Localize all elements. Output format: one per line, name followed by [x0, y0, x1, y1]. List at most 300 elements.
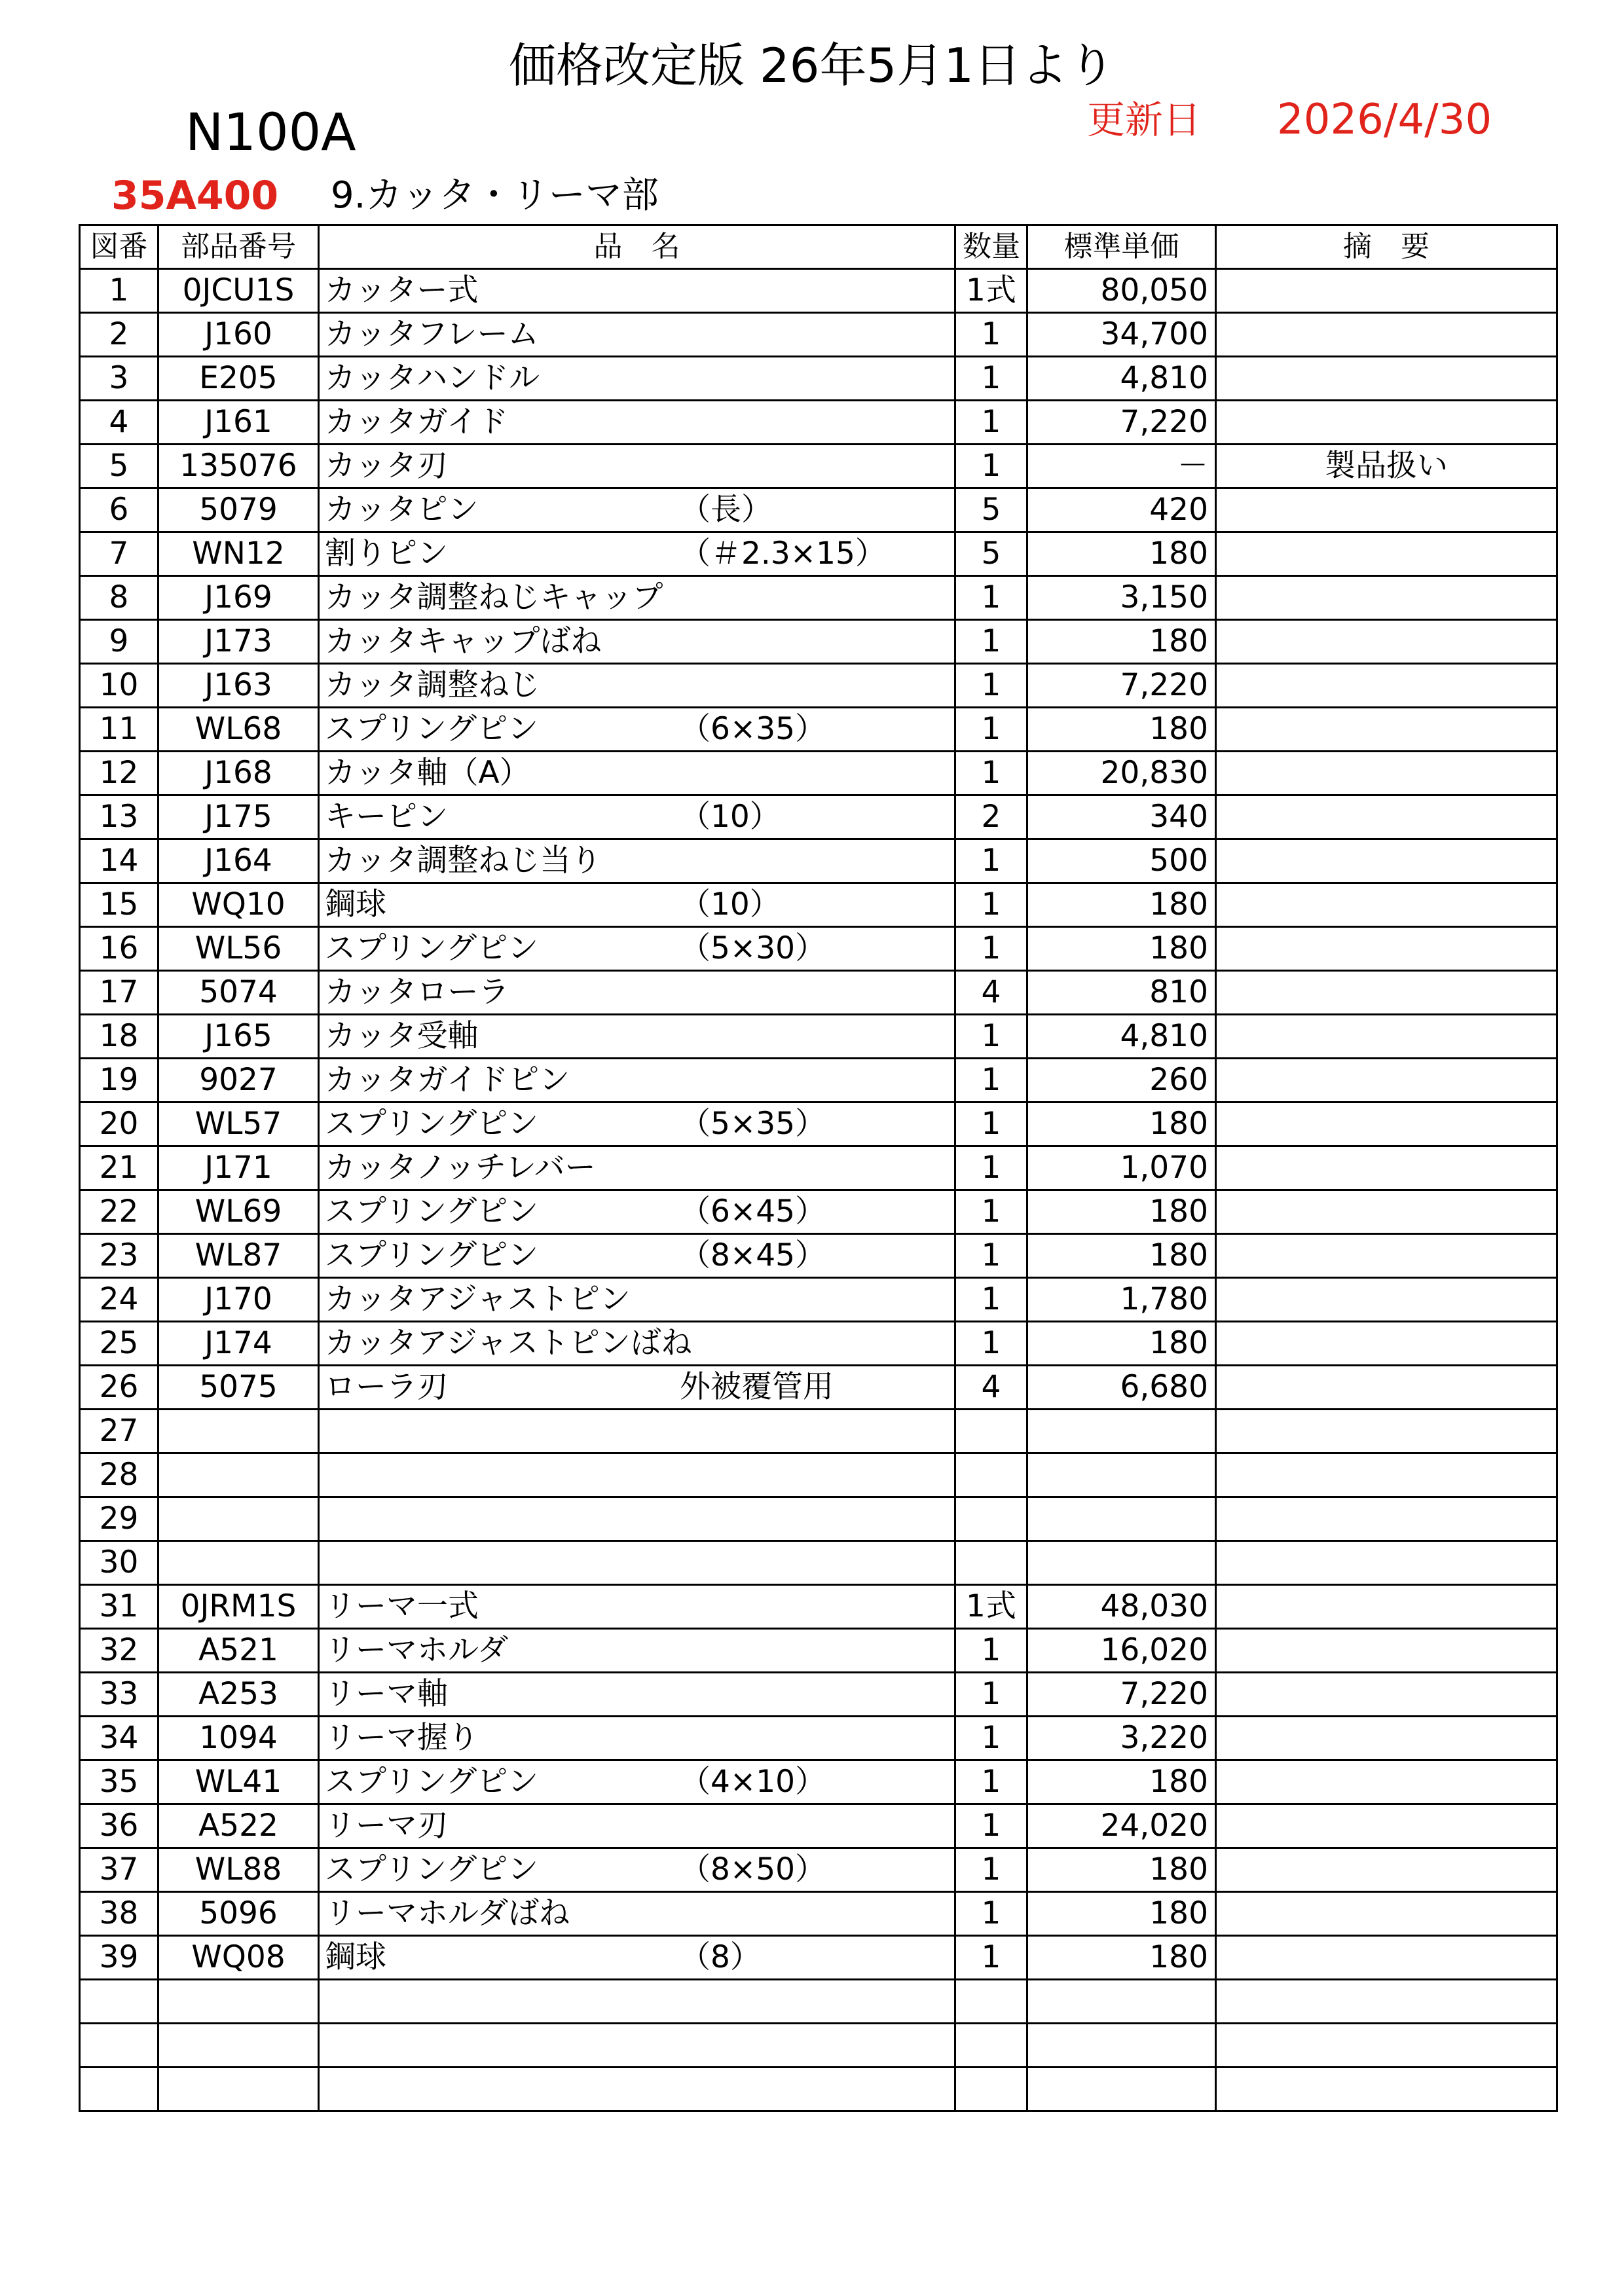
part-name: カッタアジャストピン [325, 1281, 631, 1317]
part-name-cell [319, 795, 955, 839]
table-row [80, 883, 1557, 927]
part-name-cell [319, 1278, 955, 1322]
quantity-cell: 1 [955, 1760, 1027, 1804]
unit-price-cell: 7,220 [1027, 401, 1216, 445]
remarks-cell [1216, 357, 1557, 401]
unit-price-cell: 4,810 [1027, 1015, 1216, 1059]
col-header-fig-no: 図番 [80, 225, 158, 269]
part-name-cell [319, 664, 955, 708]
remarks-cell [1216, 1366, 1557, 1410]
fig-no-cell: 37 [80, 1848, 158, 1892]
part-name-cell [319, 1892, 955, 1936]
unit-price-cell: 420 [1027, 488, 1216, 532]
unit-price-cell: 6,680 [1027, 1366, 1216, 1410]
remarks-cell [1216, 1980, 1557, 2024]
unit-price-cell: 180 [1027, 1936, 1216, 1980]
unit-price-cell: 340 [1027, 795, 1216, 839]
fig-no-cell: 22 [80, 1190, 158, 1234]
part-spec: （8×50） [680, 1851, 826, 1887]
part-number-cell: A253 [158, 1673, 319, 1717]
quantity-cell: 4 [955, 1366, 1027, 1410]
part-name: カッタ受軸 [325, 1018, 479, 1054]
part-name-cell [319, 269, 955, 313]
quantity-cell [955, 1453, 1027, 1497]
fig-no-cell [80, 1980, 158, 2024]
unit-price-cell: 500 [1027, 839, 1216, 883]
table-header-row [80, 225, 1557, 269]
part-number-cell: J165 [158, 1015, 319, 1059]
table-row [80, 752, 1557, 795]
unit-price-cell: 810 [1027, 971, 1216, 1015]
quantity-cell: 1 [955, 927, 1027, 971]
table-row [80, 1892, 1557, 1936]
part-name: カッタノッチレバー [325, 1150, 596, 1186]
part-name-cell [319, 971, 955, 1015]
fig-no-cell: 7 [80, 532, 158, 576]
part-number-cell [158, 1980, 319, 2024]
quantity-cell: 2 [955, 795, 1027, 839]
unit-price-cell: 180 [1027, 1102, 1216, 1146]
quantity-cell: 1 [955, 1234, 1027, 1278]
part-name-cell [319, 1629, 955, 1673]
quantity-cell: 1 [955, 839, 1027, 883]
quantity-cell: 1 [955, 708, 1027, 752]
remarks-cell [1216, 1541, 1557, 1585]
part-name: カッタガイド [325, 404, 509, 440]
table-row [80, 1585, 1557, 1629]
part-spec: （6×35） [680, 711, 826, 747]
part-number-cell [158, 2024, 319, 2068]
quantity-cell: 1 [955, 1102, 1027, 1146]
remarks-cell [1216, 2068, 1557, 2111]
unit-price-cell: 1,070 [1027, 1146, 1216, 1190]
unit-price-cell [1027, 1541, 1216, 1585]
part-spec: 外被覆管用 [680, 1369, 834, 1405]
table-row [80, 1980, 1557, 2024]
part-name-cell [319, 488, 955, 532]
fig-no-cell: 14 [80, 839, 158, 883]
fig-no-cell: 19 [80, 1059, 158, 1102]
unit-price-cell [1027, 1410, 1216, 1453]
part-name: カッタキャップばね [325, 623, 602, 659]
section-code: 35A400 [111, 173, 279, 219]
part-name: カッタローラ [325, 974, 509, 1010]
remarks-cell [1216, 576, 1557, 620]
fig-no-cell: 9 [80, 620, 158, 664]
quantity-cell: 1 [955, 576, 1027, 620]
remarks-cell [1216, 1015, 1557, 1059]
unit-price-cell: 3,150 [1027, 576, 1216, 620]
part-spec: （長） [680, 492, 772, 528]
part-name: ローラ刃 [325, 1369, 448, 1405]
table-row [80, 1760, 1557, 1804]
part-number-cell [158, 1541, 319, 1585]
quantity-cell: 5 [955, 532, 1027, 576]
quantity-cell: 1 [955, 401, 1027, 445]
table-row [80, 1410, 1557, 1453]
table-row [80, 357, 1557, 401]
remarks-cell [1216, 1410, 1557, 1453]
part-name-cell [319, 883, 955, 927]
fig-no-cell: 28 [80, 1453, 158, 1497]
quantity-cell: 4 [955, 971, 1027, 1015]
part-name: リーマ軸 [325, 1676, 448, 1712]
part-spec: （＃2.3×15） [680, 536, 886, 572]
remarks-cell [1216, 883, 1557, 927]
part-name-cell [319, 1146, 955, 1190]
fig-no-cell: 13 [80, 795, 158, 839]
part-name-cell [319, 313, 955, 357]
unit-price-cell: 180 [1027, 1322, 1216, 1366]
part-name-cell [319, 401, 955, 445]
part-name-cell [319, 1541, 955, 1585]
table-row [80, 839, 1557, 883]
part-name: スプリングピン [325, 1237, 539, 1273]
fig-no-cell: 3 [80, 357, 158, 401]
fig-no-cell: 34 [80, 1717, 158, 1760]
table-row [80, 1234, 1557, 1278]
part-name: カッタハンドル [325, 360, 540, 396]
unit-price-cell: 180 [1027, 1892, 1216, 1936]
part-name-cell [319, 1717, 955, 1760]
fig-no-cell: 2 [80, 313, 158, 357]
quantity-cell: 1式 [955, 1585, 1027, 1629]
unit-price-cell: 4,810 [1027, 357, 1216, 401]
fig-no-cell: 4 [80, 401, 158, 445]
fig-no-cell: 10 [80, 664, 158, 708]
quantity-cell: 1 [955, 357, 1027, 401]
part-number-cell: 5074 [158, 971, 319, 1015]
remarks-cell [1216, 1892, 1557, 1936]
table-row [80, 1804, 1557, 1848]
table-row [80, 2068, 1557, 2111]
remarks-cell [1216, 664, 1557, 708]
fig-no-cell: 23 [80, 1234, 158, 1278]
part-number-cell: WL88 [158, 1848, 319, 1892]
table-row [80, 1629, 1557, 1673]
part-name: カッタフレーム [325, 316, 539, 352]
model-name: N100A [185, 103, 356, 162]
table-row [80, 1541, 1557, 1585]
table-row [80, 1848, 1557, 1892]
remarks-cell [1216, 620, 1557, 664]
col-header-part-number: 部品番号 [158, 225, 319, 269]
part-number-cell: J171 [158, 1146, 319, 1190]
unit-price-cell: 180 [1027, 1760, 1216, 1804]
table-row [80, 488, 1557, 532]
part-number-cell: J174 [158, 1322, 319, 1366]
remarks-cell [1216, 1629, 1557, 1673]
part-number-cell: 135076 [158, 445, 319, 488]
quantity-cell: 1 [955, 1190, 1027, 1234]
fig-no-cell: 21 [80, 1146, 158, 1190]
remarks-cell [1216, 1936, 1557, 1980]
part-name: リーマホルダ [325, 1632, 509, 1668]
fig-no-cell: 16 [80, 927, 158, 971]
table-row [80, 1190, 1557, 1234]
unit-price-cell: 180 [1027, 1848, 1216, 1892]
fig-no-cell: 26 [80, 1366, 158, 1410]
fig-no-cell: 39 [80, 1936, 158, 1980]
table-row [80, 445, 1557, 488]
part-name-cell [319, 1936, 955, 1980]
fig-no-cell: 11 [80, 708, 158, 752]
part-spec: （5×30） [680, 930, 826, 966]
remarks-cell [1216, 532, 1557, 576]
quantity-cell: 1 [955, 1322, 1027, 1366]
table-row [80, 1102, 1557, 1146]
part-name-cell [319, 532, 955, 576]
table-row [80, 927, 1557, 971]
part-number-cell: WL57 [158, 1102, 319, 1146]
part-number-cell: J160 [158, 313, 319, 357]
part-name-cell [319, 2024, 955, 2068]
part-number-cell: 1094 [158, 1717, 319, 1760]
part-number-cell: 5079 [158, 488, 319, 532]
remarks-cell [1216, 1322, 1557, 1366]
unit-price-cell: 1,780 [1027, 1278, 1216, 1322]
table-row [80, 1453, 1557, 1497]
part-name-cell [319, 1585, 955, 1629]
part-number-cell: A521 [158, 1629, 319, 1673]
unit-price-cell: 180 [1027, 1234, 1216, 1278]
remarks-cell: 製品扱い [1216, 445, 1557, 488]
part-name-cell [319, 1322, 955, 1366]
part-number-cell: J173 [158, 620, 319, 664]
table-row [80, 1322, 1557, 1366]
part-name: 鋼球 [325, 1939, 386, 1975]
table-row [80, 1936, 1557, 1980]
part-number-cell: J169 [158, 576, 319, 620]
fig-no-cell: 1 [80, 269, 158, 313]
part-name: カッタ調整ねじ当り [325, 843, 602, 879]
part-number-cell: WL69 [158, 1190, 319, 1234]
quantity-cell: 1 [955, 1629, 1027, 1673]
part-name-cell [319, 1497, 955, 1541]
part-name-cell [319, 1059, 955, 1102]
part-name: 鋼球 [325, 886, 386, 922]
part-number-cell: E205 [158, 357, 319, 401]
unit-price-cell: 20,830 [1027, 752, 1216, 795]
table-row [80, 1366, 1557, 1410]
remarks-cell [1216, 752, 1557, 795]
part-name: スプリングピン [325, 1106, 539, 1142]
unit-price-cell [1027, 2068, 1216, 2111]
quantity-cell [955, 1541, 1027, 1585]
remarks-cell [1216, 1146, 1557, 1190]
part-name: リーマ一式 [325, 1588, 479, 1624]
remarks-cell [1216, 1278, 1557, 1322]
fig-no-cell: 25 [80, 1322, 158, 1366]
quantity-cell: 5 [955, 488, 1027, 532]
remarks-cell [1216, 708, 1557, 752]
part-number-cell: 0JCU1S [158, 269, 319, 313]
remarks-cell [1216, 795, 1557, 839]
part-name-cell [319, 1410, 955, 1453]
part-name: リーマホルダばね [325, 1895, 570, 1931]
fig-no-cell: 24 [80, 1278, 158, 1322]
part-name: 割りピン [325, 536, 448, 572]
fig-no-cell [80, 2024, 158, 2068]
quantity-cell: 1 [955, 1278, 1027, 1322]
remarks-cell [1216, 1102, 1557, 1146]
fig-no-cell: 20 [80, 1102, 158, 1146]
unit-price-cell: － [1027, 445, 1216, 488]
col-header-unit-price: 標準単価 [1027, 225, 1216, 269]
quantity-cell: 1 [955, 313, 1027, 357]
remarks-cell [1216, 488, 1557, 532]
unit-price-cell [1027, 1980, 1216, 2024]
quantity-cell: 1 [955, 752, 1027, 795]
part-name-cell [319, 839, 955, 883]
quantity-cell [955, 2024, 1027, 2068]
table-row [80, 1015, 1557, 1059]
part-name: スプリングピン [325, 930, 539, 966]
part-name-cell [319, 1366, 955, 1410]
part-number-cell: 5075 [158, 1366, 319, 1410]
part-number-cell: 9027 [158, 1059, 319, 1102]
fig-no-cell: 12 [80, 752, 158, 795]
part-number-cell [158, 2068, 319, 2111]
part-name: カッタ調整ねじ [325, 667, 540, 703]
part-number-cell: A522 [158, 1804, 319, 1848]
part-number-cell: J175 [158, 795, 319, 839]
quantity-cell [955, 1980, 1027, 2024]
unit-price-cell [1027, 1453, 1216, 1497]
part-number-cell: J168 [158, 752, 319, 795]
part-spec: （6×45） [680, 1194, 826, 1230]
section-title: 9.カッタ・リーマ部 [331, 174, 659, 217]
part-spec: （8×45） [680, 1237, 826, 1273]
remarks-cell [1216, 1673, 1557, 1717]
remarks-cell [1216, 971, 1557, 1015]
part-name-cell [319, 708, 955, 752]
part-spec: （8） [680, 1939, 761, 1975]
fig-no-cell: 27 [80, 1410, 158, 1453]
table-row [80, 532, 1557, 576]
table-row [80, 795, 1557, 839]
unit-price-cell: 48,030 [1027, 1585, 1216, 1629]
part-number-cell: WL87 [158, 1234, 319, 1278]
table-row [80, 576, 1557, 620]
part-number-cell: J163 [158, 664, 319, 708]
part-name: カッター式 [325, 272, 479, 308]
part-name-cell [319, 1980, 955, 2024]
part-name: スプリングピン [325, 711, 539, 747]
table-row [80, 620, 1557, 664]
part-name-cell [319, 1453, 955, 1497]
unit-price-cell: 260 [1027, 1059, 1216, 1102]
part-spec: （5×35） [680, 1106, 826, 1142]
remarks-cell [1216, 1059, 1557, 1102]
unit-price-cell: 7,220 [1027, 664, 1216, 708]
remarks-cell [1216, 1234, 1557, 1278]
fig-no-cell: 30 [80, 1541, 158, 1585]
col-header-remarks: 摘 要 [1216, 225, 1557, 269]
unit-price-cell: 7,220 [1027, 1673, 1216, 1717]
quantity-cell: 1 [955, 1717, 1027, 1760]
fig-no-cell: 5 [80, 445, 158, 488]
table-row [80, 401, 1557, 445]
unit-price-cell [1027, 1497, 1216, 1541]
part-name: キーピン [325, 799, 448, 835]
remarks-cell [1216, 1760, 1557, 1804]
unit-price-cell: 180 [1027, 532, 1216, 576]
part-number-cell: WL68 [158, 708, 319, 752]
part-name-cell [319, 1102, 955, 1146]
part-name: リーマ刃 [325, 1808, 448, 1844]
part-name-cell [319, 1015, 955, 1059]
part-name: スプリングピン [325, 1851, 539, 1887]
part-spec: （4×10） [680, 1764, 826, 1800]
fig-no-cell: 33 [80, 1673, 158, 1717]
remarks-cell [1216, 2024, 1557, 2068]
quantity-cell: 1式 [955, 269, 1027, 313]
quantity-cell: 1 [955, 1146, 1027, 1190]
quantity-cell: 1 [955, 1936, 1027, 1980]
table-row [80, 664, 1557, 708]
table-row [80, 1717, 1557, 1760]
unit-price-cell: 180 [1027, 620, 1216, 664]
quantity-cell [955, 2068, 1027, 2111]
fig-no-cell: 29 [80, 1497, 158, 1541]
remarks-cell [1216, 1190, 1557, 1234]
unit-price-cell: 34,700 [1027, 313, 1216, 357]
unit-price-cell: 3,220 [1027, 1717, 1216, 1760]
part-number-cell: WN12 [158, 532, 319, 576]
fig-no-cell: 17 [80, 971, 158, 1015]
quantity-cell: 1 [955, 1804, 1027, 1848]
unit-price-cell: 24,020 [1027, 1804, 1216, 1848]
parts-table [79, 224, 1558, 2112]
part-number-cell [158, 1497, 319, 1541]
parts-table-body [80, 269, 1557, 2111]
part-spec: （10） [680, 799, 781, 835]
part-name: カッタガイドピン [325, 1062, 570, 1098]
part-number-cell: J164 [158, 839, 319, 883]
table-row [80, 1673, 1557, 1717]
unit-price-cell: 80,050 [1027, 269, 1216, 313]
table-row [80, 313, 1557, 357]
unit-price-cell: 180 [1027, 708, 1216, 752]
part-name-cell [319, 357, 955, 401]
part-name: スプリングピン [325, 1194, 539, 1230]
part-name-cell [319, 1848, 955, 1892]
table-row [80, 2024, 1557, 2068]
part-number-cell [158, 1453, 319, 1497]
remarks-cell [1216, 839, 1557, 883]
part-name-cell [319, 1673, 955, 1717]
fig-no-cell: 38 [80, 1892, 158, 1936]
fig-no-cell: 8 [80, 576, 158, 620]
table-row [80, 1059, 1557, 1102]
remarks-cell [1216, 313, 1557, 357]
part-name-cell [319, 2068, 955, 2111]
table-row [80, 1146, 1557, 1190]
part-number-cell: 5096 [158, 1892, 319, 1936]
table-row [80, 1278, 1557, 1322]
quantity-cell: 1 [955, 1015, 1027, 1059]
quantity-cell: 1 [955, 1848, 1027, 1892]
part-name-cell [319, 576, 955, 620]
part-number-cell [158, 1410, 319, 1453]
remarks-cell [1216, 1585, 1557, 1629]
col-header-quantity: 数量 [955, 225, 1027, 269]
table-row [80, 708, 1557, 752]
part-number-cell: J161 [158, 401, 319, 445]
quantity-cell: 1 [955, 620, 1027, 664]
part-name: カッタ軸（A） [325, 755, 530, 791]
